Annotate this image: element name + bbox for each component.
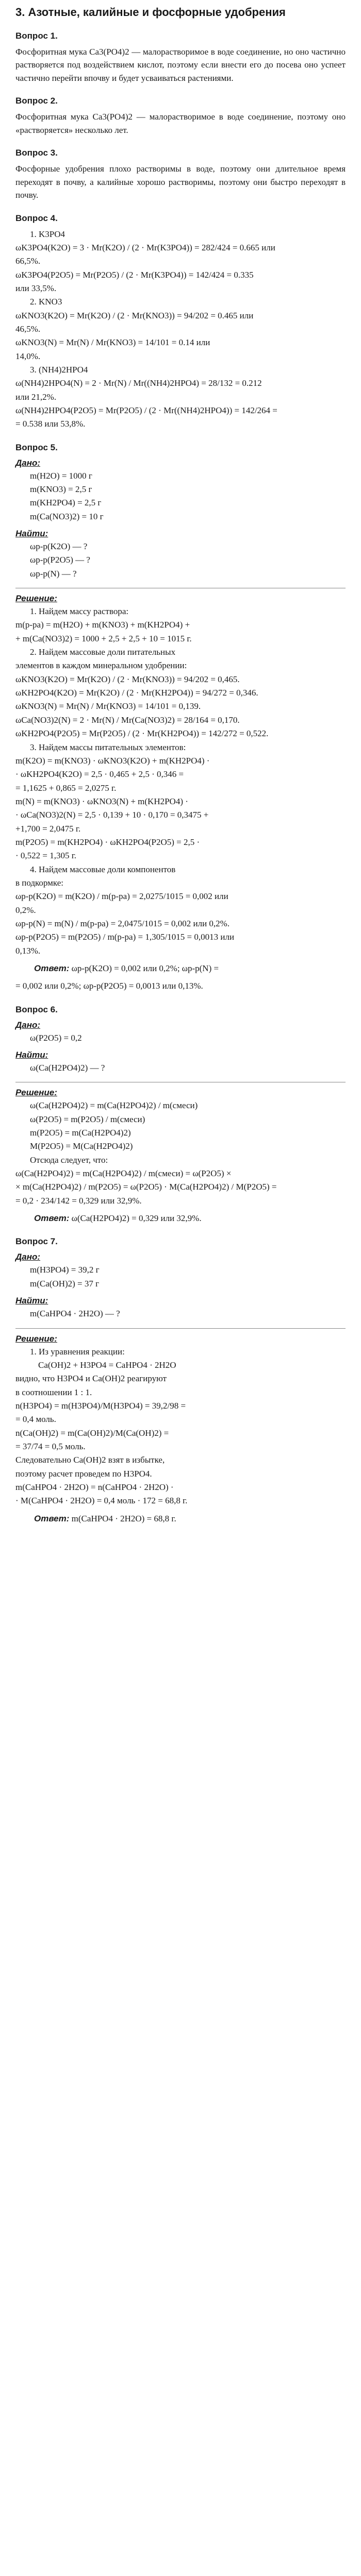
q7-solution-label: Решение: xyxy=(15,1333,57,1344)
q5-find-item: ωр-р(N) — ? xyxy=(30,568,77,579)
q5-line: 0,13%. xyxy=(15,945,41,956)
q5-line: 2. Найдем массовые доли питательных xyxy=(30,647,176,657)
q5-given-item: m(Ca(NO3)2) = 10 г xyxy=(30,511,104,521)
q5-line: ωKNO3(N) = Mr(N) / Mr(KNO3) = 14/101 = 0,139. xyxy=(15,701,201,711)
q5-line: m(р-ра) = m(H2O) + m(KNO3) + m(KH2PO4) + xyxy=(15,620,190,630)
q5-given-item: m(KNO3) = 2,5 г xyxy=(30,484,92,494)
q6-given-label: Дано: xyxy=(15,1020,41,1030)
q5-given-item: m(KH2PO4) = 2,5 г xyxy=(30,498,102,508)
q6-line: × m(Ca(H2PO4)2) / m(P2O5) = ω(P2O5) · M(Ca(H2PO4)2) / M(P2O5) = xyxy=(15,1182,277,1192)
document-page xyxy=(15,0,346,1526)
q5-line: ωр-р(P2O5) = m(P2O5) / m(р-ра) = 1,305/1015 = 0,0013 или xyxy=(15,932,235,942)
q1-heading: Вопрос 1. xyxy=(15,30,58,41)
q4-body xyxy=(15,228,346,431)
q7-find-label: Найти: xyxy=(15,1296,48,1306)
q6-line: ω(Ca(H2PO4)2) = m(Ca(H2PO4)2) / m(смеси) = ω(P2O5) × xyxy=(15,1168,232,1179)
q5-solution-label: Решение: xyxy=(15,594,57,604)
q4-line: 3. (NH4)2HPO4 xyxy=(30,364,88,375)
q4-line: или 33,5%. xyxy=(15,283,57,293)
q7-line: видно, что H3PO4 и Ca(OH)2 реагируют xyxy=(15,1374,167,1384)
q4-line: ω(NH4)2HPO4(P2O5) = Mr(P2O5) / (2 · Mr((NH4)2HPO4)) = 142/264 = xyxy=(15,405,277,415)
answer-label: Ответ: xyxy=(34,1213,70,1224)
answer-label: Ответ: xyxy=(34,963,70,973)
q5-line: · ωCa(NO3)2(N) = 2,5 · 0,139 + 10 · 0,170 = 0,3475 + xyxy=(15,810,209,820)
q7-line: m(CaHPO4 · 2H2O) = n(CaHPO4 · 2H2O) · xyxy=(15,1482,174,1492)
q5-line: ωKH2PO4(P2O5) = Mr(P2O5) / (2 · Mr(KH2PO4)) = 142/272 = 0,522. xyxy=(15,728,269,739)
q5-find-label: Найти: xyxy=(15,529,48,539)
q7-given-item: m(H3PO4) = 39,2 г xyxy=(30,1265,100,1275)
q7-given-item: m(Ca(OH)2) = 37 г xyxy=(30,1278,100,1289)
q4-line: ωK3PO4(K2O) = 3 · Mr(K2O) / (2 · Mr(K3PO4)) = 282/424 = 0.665 или xyxy=(15,242,275,252)
q3-text: Фосфорные удобрения плохо растворимы в воде, поэтому они длительное время переходят в почву, а калийные хорошо растворимы, поэтому они быстро переходят в почву. xyxy=(15,164,346,200)
answer-text: ωр-р(K2O) = 0,002 или 0,2%; ωр-р(N) = xyxy=(71,963,219,973)
q5-line: ωр-р(N) = m(N) / m(р-ра) = 2,0475/1015 = 0,002 или 0,2%. xyxy=(15,918,230,928)
q4-line: = 0.538 или 53,8%. xyxy=(15,419,86,429)
q6-line: ω(Ca(H2PO4)2) = m(Ca(H2PO4)2) / m(смеси) xyxy=(30,1100,198,1111)
q7-line: · M(CaHPO4 · 2H2O) = 0,4 моль · 172 = 68,8 г. xyxy=(15,1496,188,1506)
q5-find-item: ωр-р(K2O) — ? xyxy=(30,541,88,552)
q7-answer xyxy=(15,1512,346,1526)
q7-line: = 0,4 моль. xyxy=(15,1414,56,1425)
q5-line: +1,700 = 2,0475 г. xyxy=(15,823,81,834)
q5-line: · 0,522 = 1,305 г. xyxy=(15,851,77,861)
q6-given-item: ω(P2O5) = 0,2 xyxy=(30,1032,82,1043)
q6-find-label: Найти: xyxy=(15,1050,48,1060)
q5-given-item: m(H2O) = 1000 г xyxy=(30,470,92,481)
q4-line: ωKNO3(K2O) = Mr(K2O) / (2 · Mr(KNO3)) = 94/202 = 0.465 или xyxy=(15,310,254,320)
q7-heading: Вопрос 7. xyxy=(15,1236,58,1247)
q4-line: 14,0%. xyxy=(15,351,41,361)
divider xyxy=(15,1328,346,1329)
q7-line: в соотношении 1 : 1. xyxy=(15,1387,92,1397)
q7-line: n(Ca(OH)2) = m(Ca(OH)2)/M(Ca(OH)2) = xyxy=(15,1428,169,1438)
q7-equation: Ca(OH)2 + H3PO4 = CaHPO4 · 2H2O xyxy=(38,1360,176,1370)
q6-line: ω(P2O5) = m(P2O5) / m(смеси) xyxy=(30,1114,145,1124)
q5-line: в подкормке: xyxy=(15,877,64,888)
q4-line: 66,5%. xyxy=(15,256,41,266)
q6-line: m(P2O5) = m(Ca(H2PO4)2) xyxy=(30,1128,131,1138)
q5-line: ωKNO3(K2O) = Mr(K2O) / (2 · Mr(KNO3)) = 94/202 = 0,465. xyxy=(15,674,240,684)
q7-find-item: m(CaHPO4 · 2H2O) — ? xyxy=(30,1309,120,1319)
q6-line: M(P2O5) = M(Ca(H2PO4)2) xyxy=(30,1141,133,1151)
q3-heading: Вопрос 3. xyxy=(15,148,58,158)
q5-line: ωKH2PO4(K2O) = Mr(K2O) / (2 · Mr(KH2PO4)) = 94/272 = 0,346. xyxy=(15,688,258,698)
q7-given-label: Дано: xyxy=(15,1252,41,1262)
q5-answer xyxy=(15,962,346,975)
q5-answer-cont: = 0,002 или 0,2%; ωр-р(P2O5) = 0,0013 или 0,13%. xyxy=(15,981,203,991)
q2-text: Фосфоритная мука Ca3(PO4)2 — малорастворимое в водe соединение, поэтому оно «растворяется» несколько лет. xyxy=(15,112,346,135)
q6-line: Отсюда следует, что: xyxy=(30,1155,108,1165)
q5-line: ωCa(NO3)2(N) = 2 · Mr(N) / Mr(Ca(NO3)2) = 28/164 = 0,170. xyxy=(15,715,240,725)
q5-line: = 1,1625 + 0,865 = 2,0275 г. xyxy=(15,783,117,793)
section-title: 3. Азотные, калийные и фосфорные удобрения xyxy=(15,6,286,19)
q4-line: ωK3PO4(P2O5) = Mr(P2O5) / (2 · Mr(K3PO4)) = 142/424 = 0.335 xyxy=(15,269,254,280)
q4-heading: Вопрос 4. xyxy=(15,213,58,223)
answer-text: ω(Ca(H2PO4)2) = 0,329 или 32,9%. xyxy=(71,1213,202,1224)
q5-line: · ωKH2PO4(K2O) = 2,5 · 0,465 + 2,5 · 0,346 = xyxy=(15,769,184,779)
answer-label: Ответ: xyxy=(34,1513,70,1523)
q5-line: 3. Найдем массы питательных элементов: xyxy=(30,742,186,752)
q4-line: ω(NH4)2HPO4(N) = 2 · Mr(N) / Mr((NH4)2HPO4) = 28/132 = 0.212 xyxy=(15,378,262,388)
q7-line: Следовательно Ca(OH)2 взят в избытке, xyxy=(15,1455,165,1465)
q4-line: или 21,2%. xyxy=(15,392,57,402)
q7-line: поэтому расчет проведем по H3PO4. xyxy=(15,1468,152,1479)
q4-line: 46,5%. xyxy=(15,324,41,334)
q7-line: 1. Из уравнения реакции: xyxy=(30,1346,125,1357)
q5-line: 1. Найдем массу раствора: xyxy=(30,606,129,617)
q6-answer xyxy=(15,1212,346,1225)
q7-line: = 37/74 = 0,5 моль. xyxy=(15,1441,86,1451)
q5-given-label: Дано: xyxy=(15,457,41,468)
q5-line: элементов в каждом минеральном удобрении: xyxy=(15,660,187,671)
q6-heading: Вопрос 6. xyxy=(15,1004,58,1014)
q4-line: ωKNO3(N) = Mr(N) / Mr(KNO3) = 14/101 = 0.14 или xyxy=(15,337,210,348)
q5-line: + m(Ca(NO3)2) = 1000 + 2,5 + 2,5 + 10 = 1015 г. xyxy=(15,633,192,643)
answer-text: m(CaHPO4 · 2H2O) = 68,8 г. xyxy=(71,1513,176,1523)
q6-solution-label: Решение: xyxy=(15,1088,57,1098)
q4-line: 2. KNO3 xyxy=(30,297,62,307)
q5-line: 4. Найдем массовые доли компонентов xyxy=(30,864,176,874)
q5-find-item: ωр-р(P2O5) — ? xyxy=(30,555,90,565)
q5-line: 0,2%. xyxy=(15,905,36,915)
q5-line: ωр-р(K2O) = m(K2O) / m(р-ра) = 2,0275/1015 = 0,002 или xyxy=(15,891,228,902)
q6-find-item: ω(Ca(H2PO4)2) — ? xyxy=(30,1063,105,1073)
q4-line: 1. K3PO4 xyxy=(30,229,65,239)
q5-line: m(N) = m(KNO3) · ωKNO3(N) + m(KH2PO4) · xyxy=(15,796,188,806)
q1-text: Фосфоритная мука Ca3(PO4)2 — малорастворимое в водe соединение, но оно частично растворяется под воздействием кислот, поэтому если внести его до посева оно успеет частично перейти впочву и будет усваиваться растениями. xyxy=(15,46,346,83)
q6-line: = 0,2 · 234/142 = 0,329 или 32,9%. xyxy=(15,1195,142,1206)
q2-heading: Вопрос 2. xyxy=(15,96,58,106)
q5-line: m(P2O5) = m(KH2PO4) · ωKH2PO4(P2O5) = 2,5 · xyxy=(15,837,200,847)
q5-heading: Вопрос 5. xyxy=(15,442,58,452)
q7-line: n(H3PO4) = m(H3PO4)/M(H3PO4) = 39,2/98 = xyxy=(15,1400,186,1411)
q5-line: m(K2O) = m(KNO3) · ωKNO3(K2O) + m(KH2PO4) · xyxy=(15,755,210,766)
